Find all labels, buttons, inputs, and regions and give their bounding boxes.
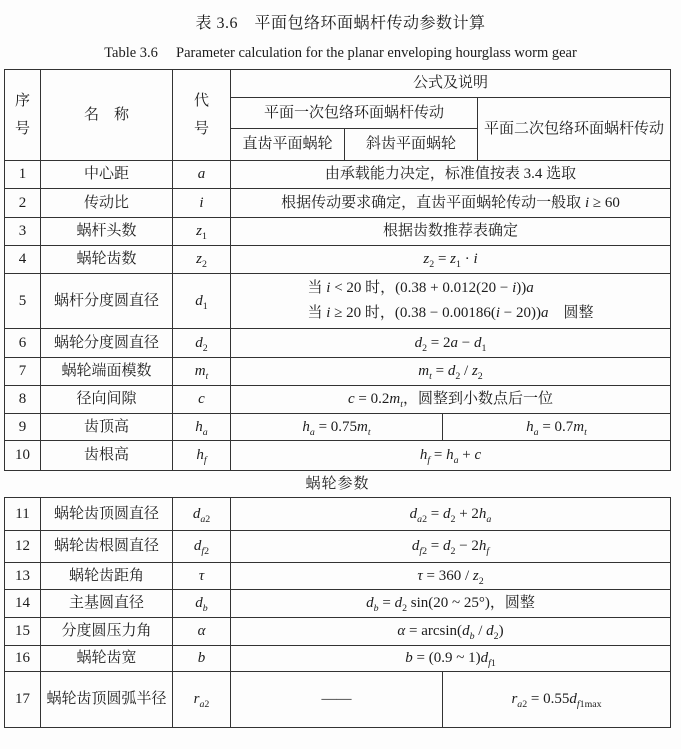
parameter-formula: $d_{a2} = d_2 + 2h_a$ [231, 498, 671, 531]
table-row [5, 189, 671, 218]
parameter-table [4, 69, 671, 728]
header-straight-wheel: 直齿平面蜗轮 [231, 129, 345, 161]
row-number: 8 [5, 386, 41, 414]
header-primary-envelope: 平面一次包络环面蜗杆传动 [231, 98, 478, 129]
table-row [5, 618, 671, 646]
table-row [5, 531, 671, 563]
row-number: 13 [5, 563, 41, 590]
parameter-code: $r_{a2}$ [173, 672, 231, 728]
section-row [5, 471, 671, 498]
header-row-1 [5, 70, 671, 98]
parameter-name: 蜗轮分度圆直径 [41, 329, 173, 358]
page-title: 表 3.6 平面包络环面蜗杆传动参数计算 [195, 15, 486, 32]
table-row [5, 386, 671, 414]
table-row [5, 498, 671, 531]
parameter-code: α [173, 618, 231, 646]
page-subtitle: Table 3.6 Parameter calculation for the planar enveloping hourglass worm gear [104, 45, 577, 61]
parameter-name: 蜗轮端面模数 [41, 358, 173, 386]
parameter-name: 齿顶高 [41, 414, 173, 441]
table-row [5, 274, 671, 329]
formula-secondary-envelope: $r_{a2} = 0.55d_{f1max}$ [443, 672, 671, 728]
row-number: 6 [5, 329, 41, 358]
parameter-name: 分度圆压力角 [41, 618, 173, 646]
parameter-formula: $d_b = d_2$ sin(20 ~ 25°)，圆整 [231, 590, 671, 618]
table-row [5, 246, 671, 274]
table-row [5, 358, 671, 386]
parameter-code: $d_{f2}$ [173, 531, 231, 563]
parameter-formula: $h_f = h_a + c$ [231, 441, 671, 471]
table-row [5, 329, 671, 358]
parameter-code: $d_2$ [173, 329, 231, 358]
parameter-name: 蜗轮齿数 [41, 246, 173, 274]
parameter-code: $m_t$ [173, 358, 231, 386]
table-row [5, 590, 671, 618]
header-code-label: 代号 [193, 92, 209, 137]
formula-lines [308, 276, 594, 326]
table-row [5, 646, 671, 672]
parameter-name: 径向间隙 [41, 386, 173, 414]
parameter-formula: $d_{f2} = d_2 - 2h_f$ [231, 531, 671, 563]
parameter-name: 传动比 [41, 189, 173, 218]
parameter-name: 蜗轮齿顶圆弧半径 [41, 672, 173, 728]
table-row [5, 414, 671, 441]
parameter-name: 蜗轮齿根圆直径 [41, 531, 173, 563]
parameter-name: 齿根高 [41, 441, 173, 471]
parameter-code: τ [173, 563, 231, 590]
parameter-name: 蜗轮齿顶圆直径 [41, 498, 173, 531]
parameter-name: 蜗轮齿距角 [41, 563, 173, 590]
row-number: 2 [5, 189, 41, 218]
row-number: 12 [5, 531, 41, 563]
row-number: 4 [5, 246, 41, 274]
header-no [5, 70, 41, 161]
table-row [5, 161, 671, 189]
header-code [173, 70, 231, 161]
parameter-code: $d_b$ [173, 590, 231, 618]
parameter-code: b [173, 646, 231, 672]
table-row [5, 672, 671, 728]
header-formula-title: 公式及说明 [231, 70, 671, 98]
header-no-label: 序号 [14, 92, 30, 137]
table-row [5, 218, 671, 246]
row-number: 5 [5, 274, 41, 329]
formula-primary-envelope: —— [231, 672, 443, 728]
parameter-code: c [173, 386, 231, 414]
parameter-formula: b = (0.9 ~ $1)d_{f1}$ [231, 646, 671, 672]
parameter-formula: $\tau = 360 / z_2$ [231, 563, 671, 590]
header-name: 名 称 [41, 70, 173, 161]
parameter-name: 蜗轮齿宽 [41, 646, 173, 672]
row-number: 7 [5, 358, 41, 386]
parameter-code: $z_2$ [173, 246, 231, 274]
section-label: 蜗轮参数 [5, 471, 671, 498]
header-helical-wheel: 斜齿平面蜗轮 [345, 129, 478, 161]
parameter-formula: $z_2 = z_1 \cdot i$ [231, 246, 671, 274]
table-row [5, 563, 671, 590]
parameter-name: 蜗杆分度圆直径 [41, 274, 173, 329]
parameter-formula [231, 274, 671, 329]
parameter-code: $d_{a2}$ [173, 498, 231, 531]
formula-line-1: 当 i < 20 时，(0.38 + 0.012(20 − i))a [307, 280, 534, 297]
parameter-name: 蜗杆头数 [41, 218, 173, 246]
parameter-formula: $c = 0.2m_t$，圆整到小数点后一位 [231, 386, 671, 414]
parameter-note: 根据传动要求确定，直齿平面蜗轮传动一般取 i ≥ 60 [231, 189, 671, 218]
parameter-code: $z_1$ [173, 218, 231, 246]
parameter-note: 由承载能力决定，标准值按表 3.4 选取 [231, 161, 671, 189]
row-number: 11 [5, 498, 41, 531]
parameter-name: 主基圆直径 [41, 590, 173, 618]
parameter-name: 中心距 [41, 161, 173, 189]
row-number: 16 [5, 646, 41, 672]
row-number: 15 [5, 618, 41, 646]
parameter-formula: $d_2 = 2a - d_1$ [231, 329, 671, 358]
row-number: 1 [5, 161, 41, 189]
parameter-code: a [173, 161, 231, 189]
parameter-code: $d_1$ [173, 274, 231, 329]
formula-secondary-envelope: $h_a = 0.7m_t$ [443, 414, 671, 441]
formula-line-2: 当 i ≥ 20 时，(0.38 − 0.00186(i − 20))a 圆整 [307, 305, 594, 321]
parameter-note: 根据齿数推荐表确定 [231, 218, 671, 246]
row-number: 17 [5, 672, 41, 728]
parameter-code: $h_f$ [173, 441, 231, 471]
parameter-code: $h_a$ [173, 414, 231, 441]
row-number: 10 [5, 441, 41, 471]
table-row [5, 441, 671, 471]
row-number: 3 [5, 218, 41, 246]
parameter-formula: $m_t = d_2 / z_2$ [231, 358, 671, 386]
header-secondary-envelope: 平面二次包络环面蜗杆传动 [478, 98, 671, 161]
row-number: 14 [5, 590, 41, 618]
row-number: 9 [5, 414, 41, 441]
formula-primary-envelope: $h_a = 0.75m_t$ [231, 414, 443, 441]
parameter-formula: $\alpha = \arcsin(d_b / d_2)$ [231, 618, 671, 646]
parameter-code: i [173, 189, 231, 218]
